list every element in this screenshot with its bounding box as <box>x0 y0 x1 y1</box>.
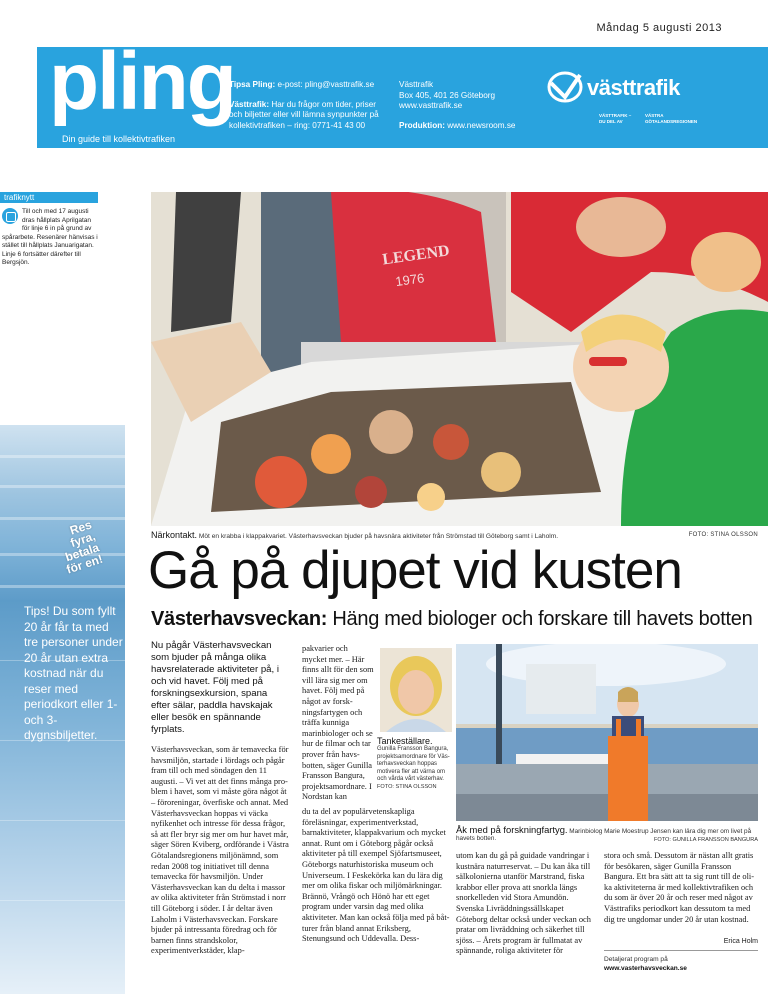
article-subhead <box>151 608 752 631</box>
trafiknytt-body: Till och med 17 augusti dras hållplats Aprilgatan för linje 6 in på grund av spårarbete. Resenärer hänvisas i stället till hållplats Januarigatan. Linje 6 fortsätter därefter till Bergsjön. <box>2 208 98 266</box>
tram-icon <box>2 208 18 224</box>
main-photo <box>151 192 768 526</box>
portrait-title: Tankeställare. <box>377 736 433 746</box>
boat-photo-illustration <box>456 644 758 821</box>
masthead <box>37 36 768 148</box>
main-caption-text: Möt en krabba i klappakvariet. Västerhavsveckan bjuder på havsnära aktiviteter från Strömstad till Göteborg samt i Laholm. <box>198 533 559 540</box>
article-col-3: utom kan du gå på guidade vandringar i kustnära naturreservat. – Du kan åka till sälkolonierna utanför Marstrand, fiska krabbor eller prova att snorkla längs snorkelleden vid Stora Amundön. Svenska Livräddningssällskapet Göteborg deltar också under veckan och pratar om livräddning och säkerhet till sjöss. – Årets program är fullmatat av spännande, roliga aktiviteter för <box>456 851 591 956</box>
vasttrafik-emblem-icon <box>547 71 583 103</box>
portrait-photo <box>380 648 452 732</box>
tipsa-text: e-post: pling@vasttrafik.se <box>277 80 375 89</box>
address-web[interactable]: www.vasttrafik.se <box>399 101 463 110</box>
main-photo-caption <box>151 530 758 540</box>
article-col-2b: du ta del av populärvetenskapliga föreläsningar, experimentverkstad, barnaktiviteter, klappakvarium och mycket annat. Runt om i Göteborg pågår också aktiviteter på till exempel Sjöfartsmuseet, Göteborgs naturhistoriska museum och Universeum. I Feskekörka kan du lära dig mer om olika fiskar och miljömärkningar. Brännö, Vrångö och Hönö har ett eget program under varsin dag med olika aktiviteter. Man kan också följa med på båtturer från bland annat Eriksberg, Stenungsund och Uddevalla. Dess- <box>302 807 450 944</box>
pling-logo: pling <box>49 36 235 127</box>
shirt-text-1: LEGEND <box>381 242 451 269</box>
portrait-text: Gunilla Fransson Bangura, projektsamordnare för Västerhavsveckan hoppas motivera fler att värna om och vårda vårt västerhav. <box>377 746 450 783</box>
shirt-text-2: 1976 <box>394 270 426 290</box>
boat-caption-title: Åk med på forskningfartyg. <box>456 824 568 835</box>
trafiknytt-text <box>2 208 98 268</box>
subhead-bold: Västerhavsveckan: <box>151 608 328 630</box>
detail-label: Detaljerat program på <box>604 956 668 963</box>
article-lead: Nu pågår Västerhavsveckan som bjuder på många olika havsrelaterade aktiviteter på, i och vid havet. Följ med på forskningsexkursion, spana efter sälar, paddla havskajak eller besök en spännande fyrplats. <box>151 640 279 735</box>
main-photo-credit: FOTO: STINA OLSSON <box>688 532 758 538</box>
vasttrafik-text: Har du frågor om tider, priser och biljetter eller vill lämna synpunkter på kollektivtrafiken – ring: 0771-41 43 00 <box>229 99 379 130</box>
aquarium-photo-illustration <box>151 192 768 526</box>
produktion-text[interactable]: www.newsroom.se <box>447 120 516 130</box>
sea-photo <box>0 425 125 600</box>
article-col-1: Västerhavsveckan, som är temavecka för havsmiljön, startade i lördags och pågår fram till och med söndagen den 11 augusti. – Vi vet att det finns många problem i havet, som vi måste göra något åt – föroreningar, överfiske och annat. Med Västerhavsveckan hoppas vi väcka nyfikenhet och intresse för dessa frågor, så att fler bryr sig mer om hur havet mår, säger Sören Kviberg, ordförande i Västra Götalandsregionens miljönämnd, som redan 2008 tog initiativet till denna temavecka för havsmiljön. Under Västerhavsveckan kan du delta i massor av olika aktiviteter från Strömstad i norr till Göteborg i söder. I år deltar även Laholm i Västerhavsveckan. Forskare bjuder på intressanta föredrag och för barnen finns strandskolor, experimentverkstäder, klap- <box>151 745 289 956</box>
issue-date: Måndag 5 augusti 2013 <box>596 22 722 34</box>
subhead-rest: Häng med biologer och forskare till havets botten <box>332 608 753 630</box>
article-signature: Erica Holm <box>723 938 758 945</box>
brand-name: västtrafik <box>587 75 680 100</box>
trafiknytt-label: trafiknytt <box>0 192 98 203</box>
detail-link[interactable]: www.vasterhavsveckan.se <box>604 965 687 972</box>
portrait-illustration <box>380 648 452 732</box>
boat-photo <box>456 644 758 821</box>
article-col-4 <box>604 851 758 925</box>
vasttrafik-label: Västtrafik: <box>229 99 270 109</box>
article-headline: Gå på djupet vid kusten <box>148 541 682 600</box>
article-col-4-text: stora och små. Dessutom är nästan allt gratis för besökaren, säger Gunilla Fransson Bangura. Ett bra sätt att ta sig runt till de olika aktiviteterna är med kollektivtrafiken och du som är över 20 år och reser med något av Västtrafiks periodkort kan dessutom ta med dig tre ungdomar under 20 år utan kostnad. <box>604 851 755 924</box>
portrait-credit: FOTO: STINA OLSSON <box>377 783 437 790</box>
logo-tagline: Din guide till kollektivtrafiken <box>62 134 176 144</box>
tipsa-label: Tipsa Pling: <box>229 80 276 89</box>
brand-small-left: VÄSTTRAFIK – DU DEL AV <box>599 113 632 124</box>
address-box: Box 405, 401 26 Göteborg <box>399 90 496 100</box>
boat-photo-caption <box>456 824 758 842</box>
vasttrafik-logo <box>547 69 727 139</box>
main-caption-title: Närkontakt. <box>151 530 198 540</box>
portrait-caption <box>377 736 452 792</box>
brand-small-right: VÄSTRA GÖTALANDSREGIONEN <box>645 113 698 124</box>
contact-info <box>229 80 379 131</box>
address-info <box>399 80 519 131</box>
article-col-2a: pakvarier och mycket mer. – Här finns allt för den som vill lära sig mer om havet. Följ med på något av forskningsfartygen och träffa kunniga marinbiologer och se hur de filmar och tar prover från havsbotten, säger Gunilla Fransson Bangura, projektsamordnare. I Nordstan kan <box>302 644 374 802</box>
tips-text: Tips! Du som fyllt 20 år får ta med tre personer under 20 år utan extra kostnad när du reser med periodkort eller 1- och 3-dygnsbiljetter. <box>24 604 123 742</box>
address-name: Västtrafik <box>399 80 434 89</box>
produktion-label: Produktion: <box>399 120 445 130</box>
offer-badge: Res fyra, betala för en! <box>63 517 105 577</box>
tips-panel <box>0 600 125 994</box>
boat-photo-credit: FOTO: GUNILLA FRANSSON BANGURA <box>653 837 758 843</box>
detail-box <box>604 950 758 973</box>
boat-caption-text: Marinbiolog Marie Moestrup Jensen kan lära dig mer om livet på havets botten. <box>456 828 752 842</box>
